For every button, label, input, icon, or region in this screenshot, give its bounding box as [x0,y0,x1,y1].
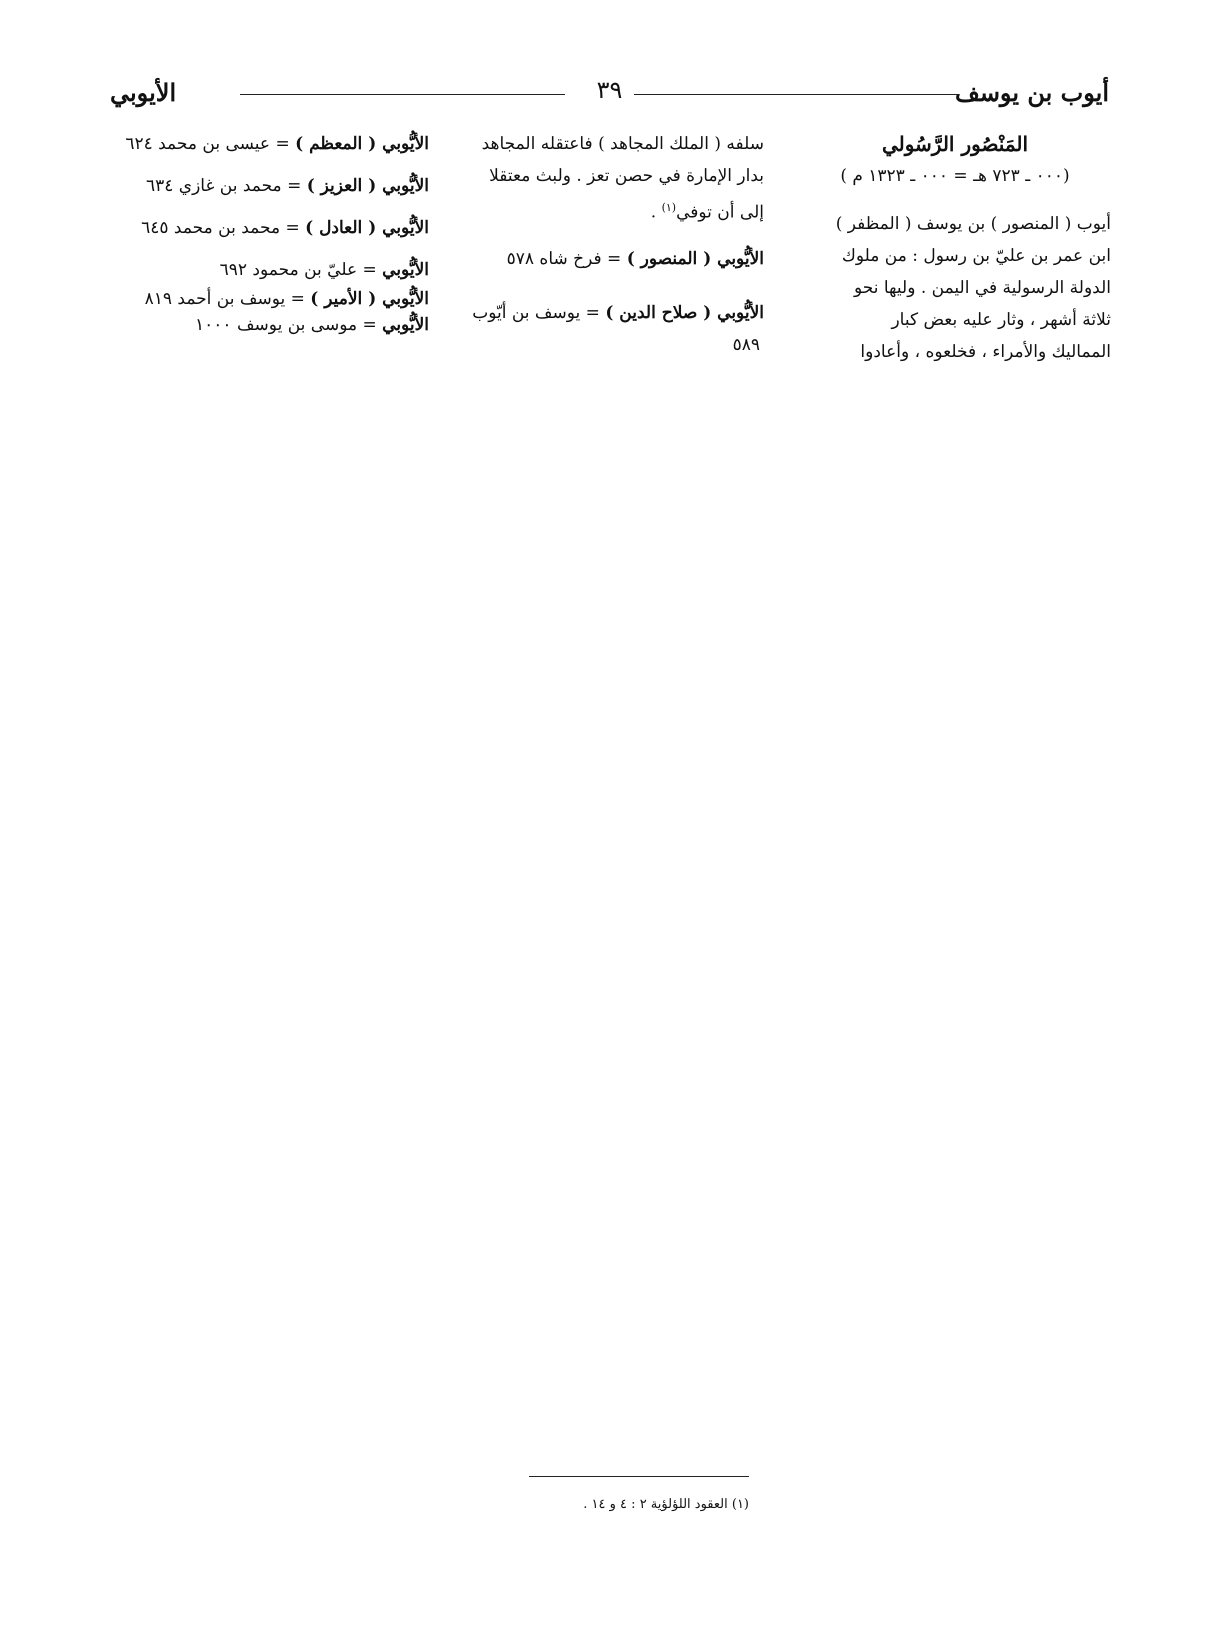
ref-name: الأيُّوبي ( الأمير ) [310,289,429,309]
entry-text [799,208,1111,368]
cross-reference[interactable] [107,286,429,312]
header-rule-left [240,94,565,95]
ref-name: الأيُّوبي ( العادل ) [305,218,429,238]
entry-line: ابن عمر بن عليّ بن رسول : من ملوك [841,246,1111,266]
cross-reference[interactable] [107,128,429,160]
ref-name: الأيُّوبي ( العزيز ) [306,176,429,196]
cross-reference[interactable] [107,212,429,244]
ref-target: = فرخ شاه ٥٧٨ [506,248,622,269]
ref-name: الأيُّوبي ( المنصور ) [626,248,764,269]
ref-target: = يوسف بن أحمد ٨١٩ [144,289,305,309]
footnote-rule [529,1476,749,1477]
entry-text-continued [434,128,764,229]
column-left [107,128,429,338]
entry-line: المماليك والأمراء ، فخلعوه ، وأعادوا [860,342,1111,362]
entry-dates: (٠٠٠ ـ ٧٢٣ هـ = ٠٠٠ ـ ١٣٢٣ م ) [840,166,1070,186]
entry-line: أيوب ( المنصور ) بن يوسف ( المظفر ) [835,214,1111,234]
entry-line-text: إلى أن توفي [676,202,764,223]
cross-reference[interactable] [107,254,429,286]
ref-name: الأيُّوبي ( المعظم ) [295,134,429,154]
entry-line-end: . [650,202,662,223]
entry-line: بدار الإمارة في حصن تعز . ولبث معتقلا [489,166,764,186]
entry-line: سلفه ( الملك المجاهد ) فاعتقله المجاهد [481,134,764,154]
ref-target: = محمد بن غازي ٦٣٤ [145,176,302,196]
ref-continuation: ٥٨٩ [732,334,760,355]
footnote-marker[interactable]: (١) [661,201,677,214]
entry-line: الدولة الرسولية في اليمن . وليها نحو [853,278,1111,298]
cross-reference[interactable] [434,243,764,275]
cross-reference[interactable] [107,312,429,338]
header-left-title: الأيوبي [110,78,177,107]
cross-reference[interactable] [107,170,429,202]
entry-line [434,192,764,229]
ref-target: = عيسى بن محمد ٦٢٤ [125,134,290,154]
header-rule-right [634,94,959,95]
ref-target: = محمد بن محمد ٦٤٥ [141,218,300,238]
running-header [110,78,1109,118]
entry-line: ثلاثة أشهر ، وثار عليه بعض كبار [891,310,1111,330]
column-middle [434,128,764,375]
column-right [799,128,1111,368]
entry-title: المَنْصُور الرَّسُولي [881,132,1029,156]
page-number: ٣٩ [596,76,623,104]
cross-reference[interactable] [434,297,764,329]
ref-name: الأيُّوبي [382,260,429,280]
ref-target: = يوسف بن أيّوب [472,302,600,323]
ref-name: الأيُّوبي ( صلاح الدين ) [605,302,764,323]
footnote: (١) العقود اللؤلؤية ٢ : ٤ و ١٤ . [583,1497,749,1512]
ref-name: الأيُّوبي [382,315,429,335]
header-right-title: أيوب بن يوسف [954,78,1109,107]
ref-target: = موسى بن يوسف ١٠٠٠ [195,315,377,335]
ref-target: = عليّ بن محمود ٦٩٢ [219,260,377,280]
